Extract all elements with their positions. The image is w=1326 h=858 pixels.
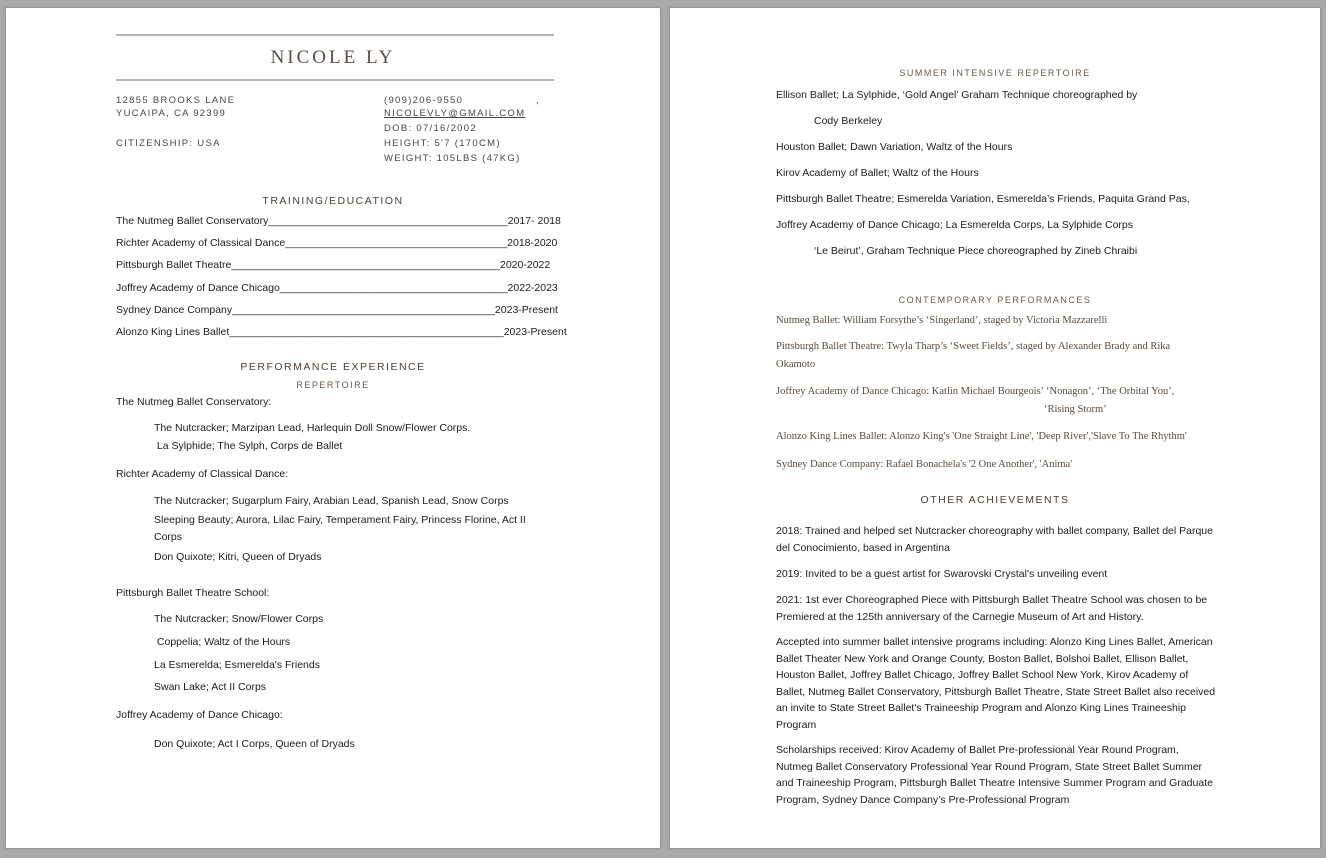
repertoire-item: La Sylphide; The Sylph, Corps de Ballet [154, 440, 343, 452]
company-heading-joffrey: Joffrey Academy of Dance Chicago: [116, 709, 283, 721]
contemporary-item: ‘Rising Storm’ [1044, 404, 1107, 415]
candidate-name: NICOLE LY [270, 47, 396, 68]
contemporary-item: Okamoto [776, 359, 816, 370]
training-row: Pittsburgh Ballet Theatre______________________________________________2020-2022 [116, 259, 551, 271]
contemporary-item: Nutmeg Ballet: William Forsythe’s ‘Singerland’, staged by Victoria Mazzarelli [776, 315, 1108, 326]
contemporary-item: Joffrey Academy of Dance Chicago: Katlin Michael Bourgeois’ ‘Nonagon’, ‘The Orbital You’, [776, 386, 1175, 397]
company-heading-richter: Richter Academy of Classical Dance: [116, 468, 289, 480]
contemporary-item: Pittsburgh Ballet Theatre: Twyla Tharp’s ‘Sweet Fields’, staged by Alexander Brady and Rika [776, 341, 1171, 352]
summer-item: Cody Berkeley [814, 115, 883, 127]
name-rule-top [116, 34, 554, 36]
achievement-item: 2021: 1st ever Choreographed Piece with Pittsburgh Ballet Theatre School was chosen to be Premiered at the 125th anniversary of the Carnegie Museum of Art and History. [776, 594, 1208, 623]
repertoire-item: The Nutcracker; Marzipan Lead, Harlequin Doll Snow/Flower Corps. [154, 422, 471, 434]
repertoire-item: La Esmerelda; Esmerelda's Friends [154, 659, 320, 671]
summer-item: Ellison Ballet; La Sylphide, ‘Gold Angel’ Graham Technique choreographed by [776, 89, 1138, 101]
repertoire-item: Swan Lake; Act II Corps [154, 681, 267, 693]
repertoire-item: Coppelia; Waltz of the Hours [154, 636, 291, 648]
contemporary-item: Sydney Dance Company: Rafael Bonachela's '2 One Another', 'Anima' [776, 459, 1073, 470]
summer-intensive-title: SUMMER INTENSIVE REPERTOIRE [899, 68, 1091, 78]
training-row: Richter Academy of Classical Dance______________________________________2018-2020 [116, 237, 558, 249]
training-row: The Nutmeg Ballet Conservatory_________________________________________2017- 2018 [116, 215, 561, 227]
comma: , [536, 95, 540, 106]
achievements-title: OTHER ACHIEVEMENTS [920, 494, 1070, 506]
performance-title: PERFORMANCE EXPERIENCE [240, 361, 426, 373]
summer-item: Houston Ballet; Dawn Variation, Waltz of the Hours [776, 141, 1013, 153]
summer-item: Joffrey Academy of Dance Chicago; La Esmerelda Corps, La Sylphide Corps [776, 219, 1133, 231]
training-title: TRAINING/EDUCATION [262, 195, 404, 207]
contemporary-title: CONTEMPORARY PERFORMANCES [898, 295, 1092, 305]
phone: (909)206-9550 [384, 95, 464, 106]
summer-item: Kirov Academy of Ballet; Waltz of the Hours [776, 167, 979, 179]
citizenship: CITIZENSHIP: USA [116, 138, 221, 149]
company-heading-nutmeg: The Nutmeg Ballet Conservatory: [116, 396, 272, 408]
achievement-item: 2019: Invited to be a guest artist for Swarovski Crystal's unveiling event [776, 568, 1108, 580]
training-row: Joffrey Academy of Dance Chicago_______________________________________2022-2023 [116, 282, 558, 294]
repertoire-item: Don Quixote; Act I Corps, Queen of Dryads [154, 738, 355, 750]
contemporary-item: Alonzo King Lines Ballet: Alonzo King's 'One Straight Line', 'Deep River','Slave To The Rhythm' [776, 431, 1187, 442]
address-line-1: 12855 BROOKS LANE [116, 95, 236, 106]
repertoire-item: Don Quixote; Kitri, Queen of Dryads [154, 551, 322, 563]
address-line-2: YUCAIPA, CA 92399 [116, 108, 227, 119]
name-rule-bottom [116, 79, 554, 81]
summer-item: ‘Le Beirut’, Graham Technique Piece choreographed by Zineb Chraibi [814, 245, 1138, 257]
resume-page-1 [6, 8, 660, 848]
achievement-item: 2018: Trained and helped set Nutcracker choreography with ballet company, Ballet del Parque del Conocimiento, based in Argentina [776, 525, 1213, 554]
achievement-item: Scholarships received: Kirov Academy of Ballet Pre-professional Year Round Program, Nutmeg Ballet Conservatory Professional Year Round Program, State Street Ballet Summer and Traineeship Program, Pittsburgh Ballet Theatre Intensive Summer Program and Graduate Program, Sydney Dance Company’s Pre-Professional Program [776, 744, 1213, 806]
achievement-item: Accepted into summer ballet intensive programs including: Alonzo King Lines Ballet, American Ballet Theater New York and Orange County, Boston Ballet, Bolshoi Ballet, Ellison Ballet, Houston Ballet, Joffrey Ballet Chicago, Joffrey Ballet School New York, Kirov Academy of Ballet, Nutmeg Ballet Conservatory, Pittsburgh Ballet Theatre, State Street Ballet also received an invite to State Street Ballet's Traineeship Program and Alonzo King Lines Traineeship Program [776, 636, 1216, 731]
summer-item: Pittsburgh Ballet Theatre; Esmerelda Variation, Esmerelda’s Friends, Paquita Grand Pas, [776, 193, 1190, 205]
email-link[interactable]: NICOLEVLY@GMAIL.COM [384, 108, 526, 119]
repertoire-item: Sleeping Beauty; Aurora, Lilac Fairy, Temperament Fairy, Princess Florine, Act II Corps [154, 514, 526, 543]
resume-page-2 [670, 8, 1320, 848]
repertoire-title: REPERTOIRE [296, 380, 370, 390]
repertoire-item: The Nutcracker; Sugarplum Fairy, Arabian Lead, Spanish Lead, Snow Corps [154, 495, 509, 507]
training-row: Sydney Dance Company_____________________________________________2023-Present [116, 304, 558, 316]
company-heading-pbt: Pittsburgh Ballet Theatre School: [116, 587, 270, 599]
repertoire-item: The Nutcracker; Snow/Flower Corps [154, 613, 324, 625]
dob: DOB: 07/16/2002 [384, 123, 477, 134]
weight: WEIGHT: 105LBS (47KG) [384, 153, 521, 164]
height: HEIGHT: 5'7 (170CM) [384, 138, 501, 149]
training-row: Alonzo King Lines Ballet_______________________________________________2023-Present [116, 326, 567, 338]
